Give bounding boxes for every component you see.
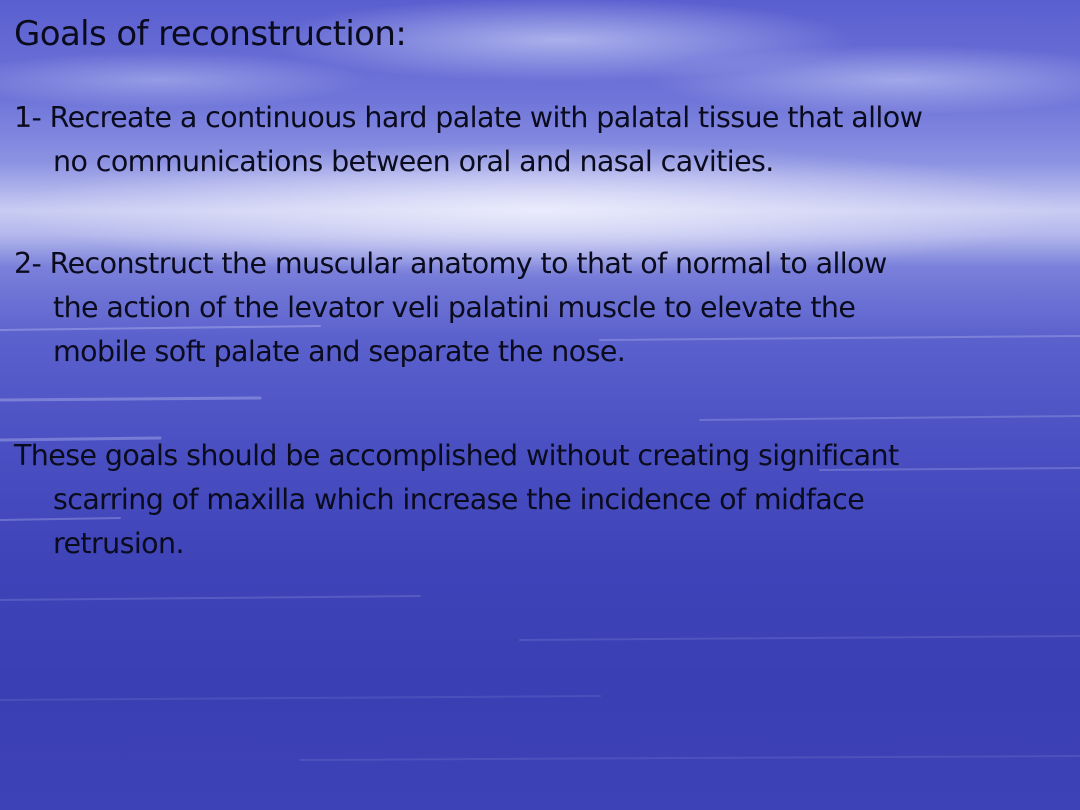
goal-1-line-1: 1- Recreate a continuous hard palate with palatal tissue that allow — [14, 101, 923, 134]
slide-title: Goals of reconstruction: — [14, 14, 407, 54]
goal-1-line-2: no communications between oral and nasal cavities. — [53, 145, 774, 178]
goal-2-line-2: the action of the levator veli palatini muscle to elevate the — [53, 291, 856, 324]
summary-line-2: scarring of maxilla which increase the incidence of midface — [53, 483, 865, 516]
goal-1 — [14, 96, 1070, 184]
summary-line-3: retrusion. — [53, 527, 184, 560]
slide-content — [14, 10, 1070, 566]
goal-2-line-1: 2- Reconstruct the muscular anatomy to that of normal to allow — [14, 247, 887, 280]
summary-line-1: These goals should be accomplished without creating significant — [14, 439, 899, 472]
summary-paragraph — [14, 434, 1070, 566]
goal-2-line-3: mobile soft palate and separate the nose. — [53, 335, 626, 368]
goal-2 — [14, 242, 1070, 374]
